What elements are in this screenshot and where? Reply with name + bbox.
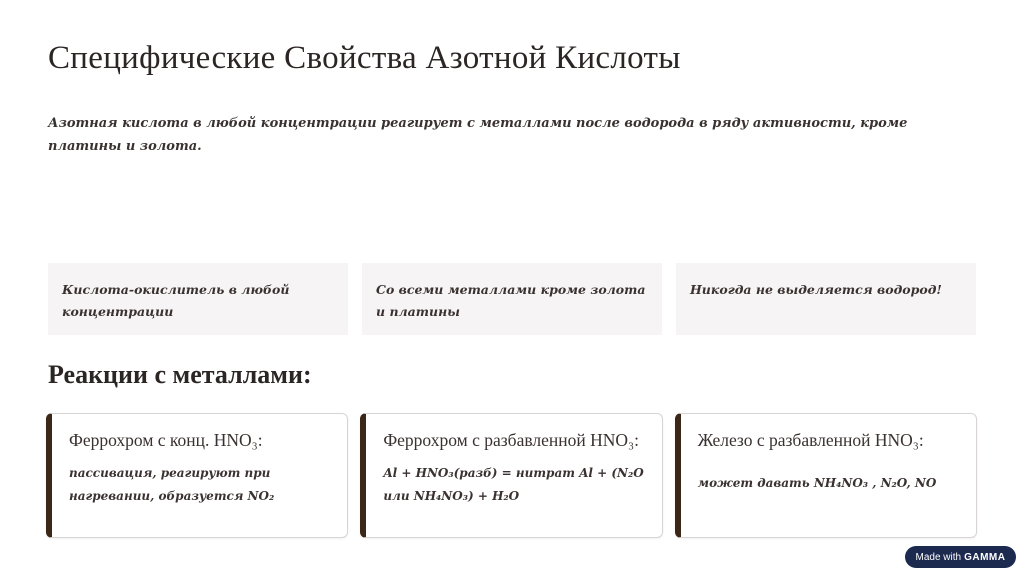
card-title: Феррохром с конц. HNO₃: [69,430,263,450]
page-subtitle: Азотная кислота в любой концентрации реагирует с металлами после водорода в ряду активности, кроме платины и золота. [48,116,908,154]
reaction-card-ferrochrome-dilute [360,413,662,538]
card-body: Al + HNO₃(разб) = нитрат Al + (N₂O или NH₄NO₃) + H₂O [383,466,644,503]
section-title [48,360,312,390]
card-title: Феррохром с разбавленной HNO₃: [383,430,639,450]
section-title-colon: : [302,360,312,389]
fact-card-metals: Со всеми металлами кроме золота и платины [362,263,662,335]
page-title: Специфические Свойства Азотной Кислоты [48,40,681,76]
fact-card-no-hydrogen: Никогда не выделяется водород! [676,263,976,335]
section-title-text: Реакции с металлами [48,360,303,389]
facts-row [48,263,976,335]
badge-prefix: Made with [915,551,962,563]
card-body: может давать NH₄NO₃ , N₂O, NO [697,476,937,490]
card-body: пассивация, реагируют при нагревании, образуется NO₂ [69,466,275,503]
badge-brand-logo: GAMMA [964,551,1006,563]
card-title: Железо с разбавленной HNO₃: [697,430,924,450]
reaction-cards [46,413,977,538]
reaction-card-ferrochrome-conc [46,413,348,538]
fact-card-oxidizer: Кислота-окислитель в любой концентрации [48,263,348,335]
made-with-gamma-badge[interactable] [905,546,1016,568]
reaction-card-iron-dilute [675,413,977,538]
